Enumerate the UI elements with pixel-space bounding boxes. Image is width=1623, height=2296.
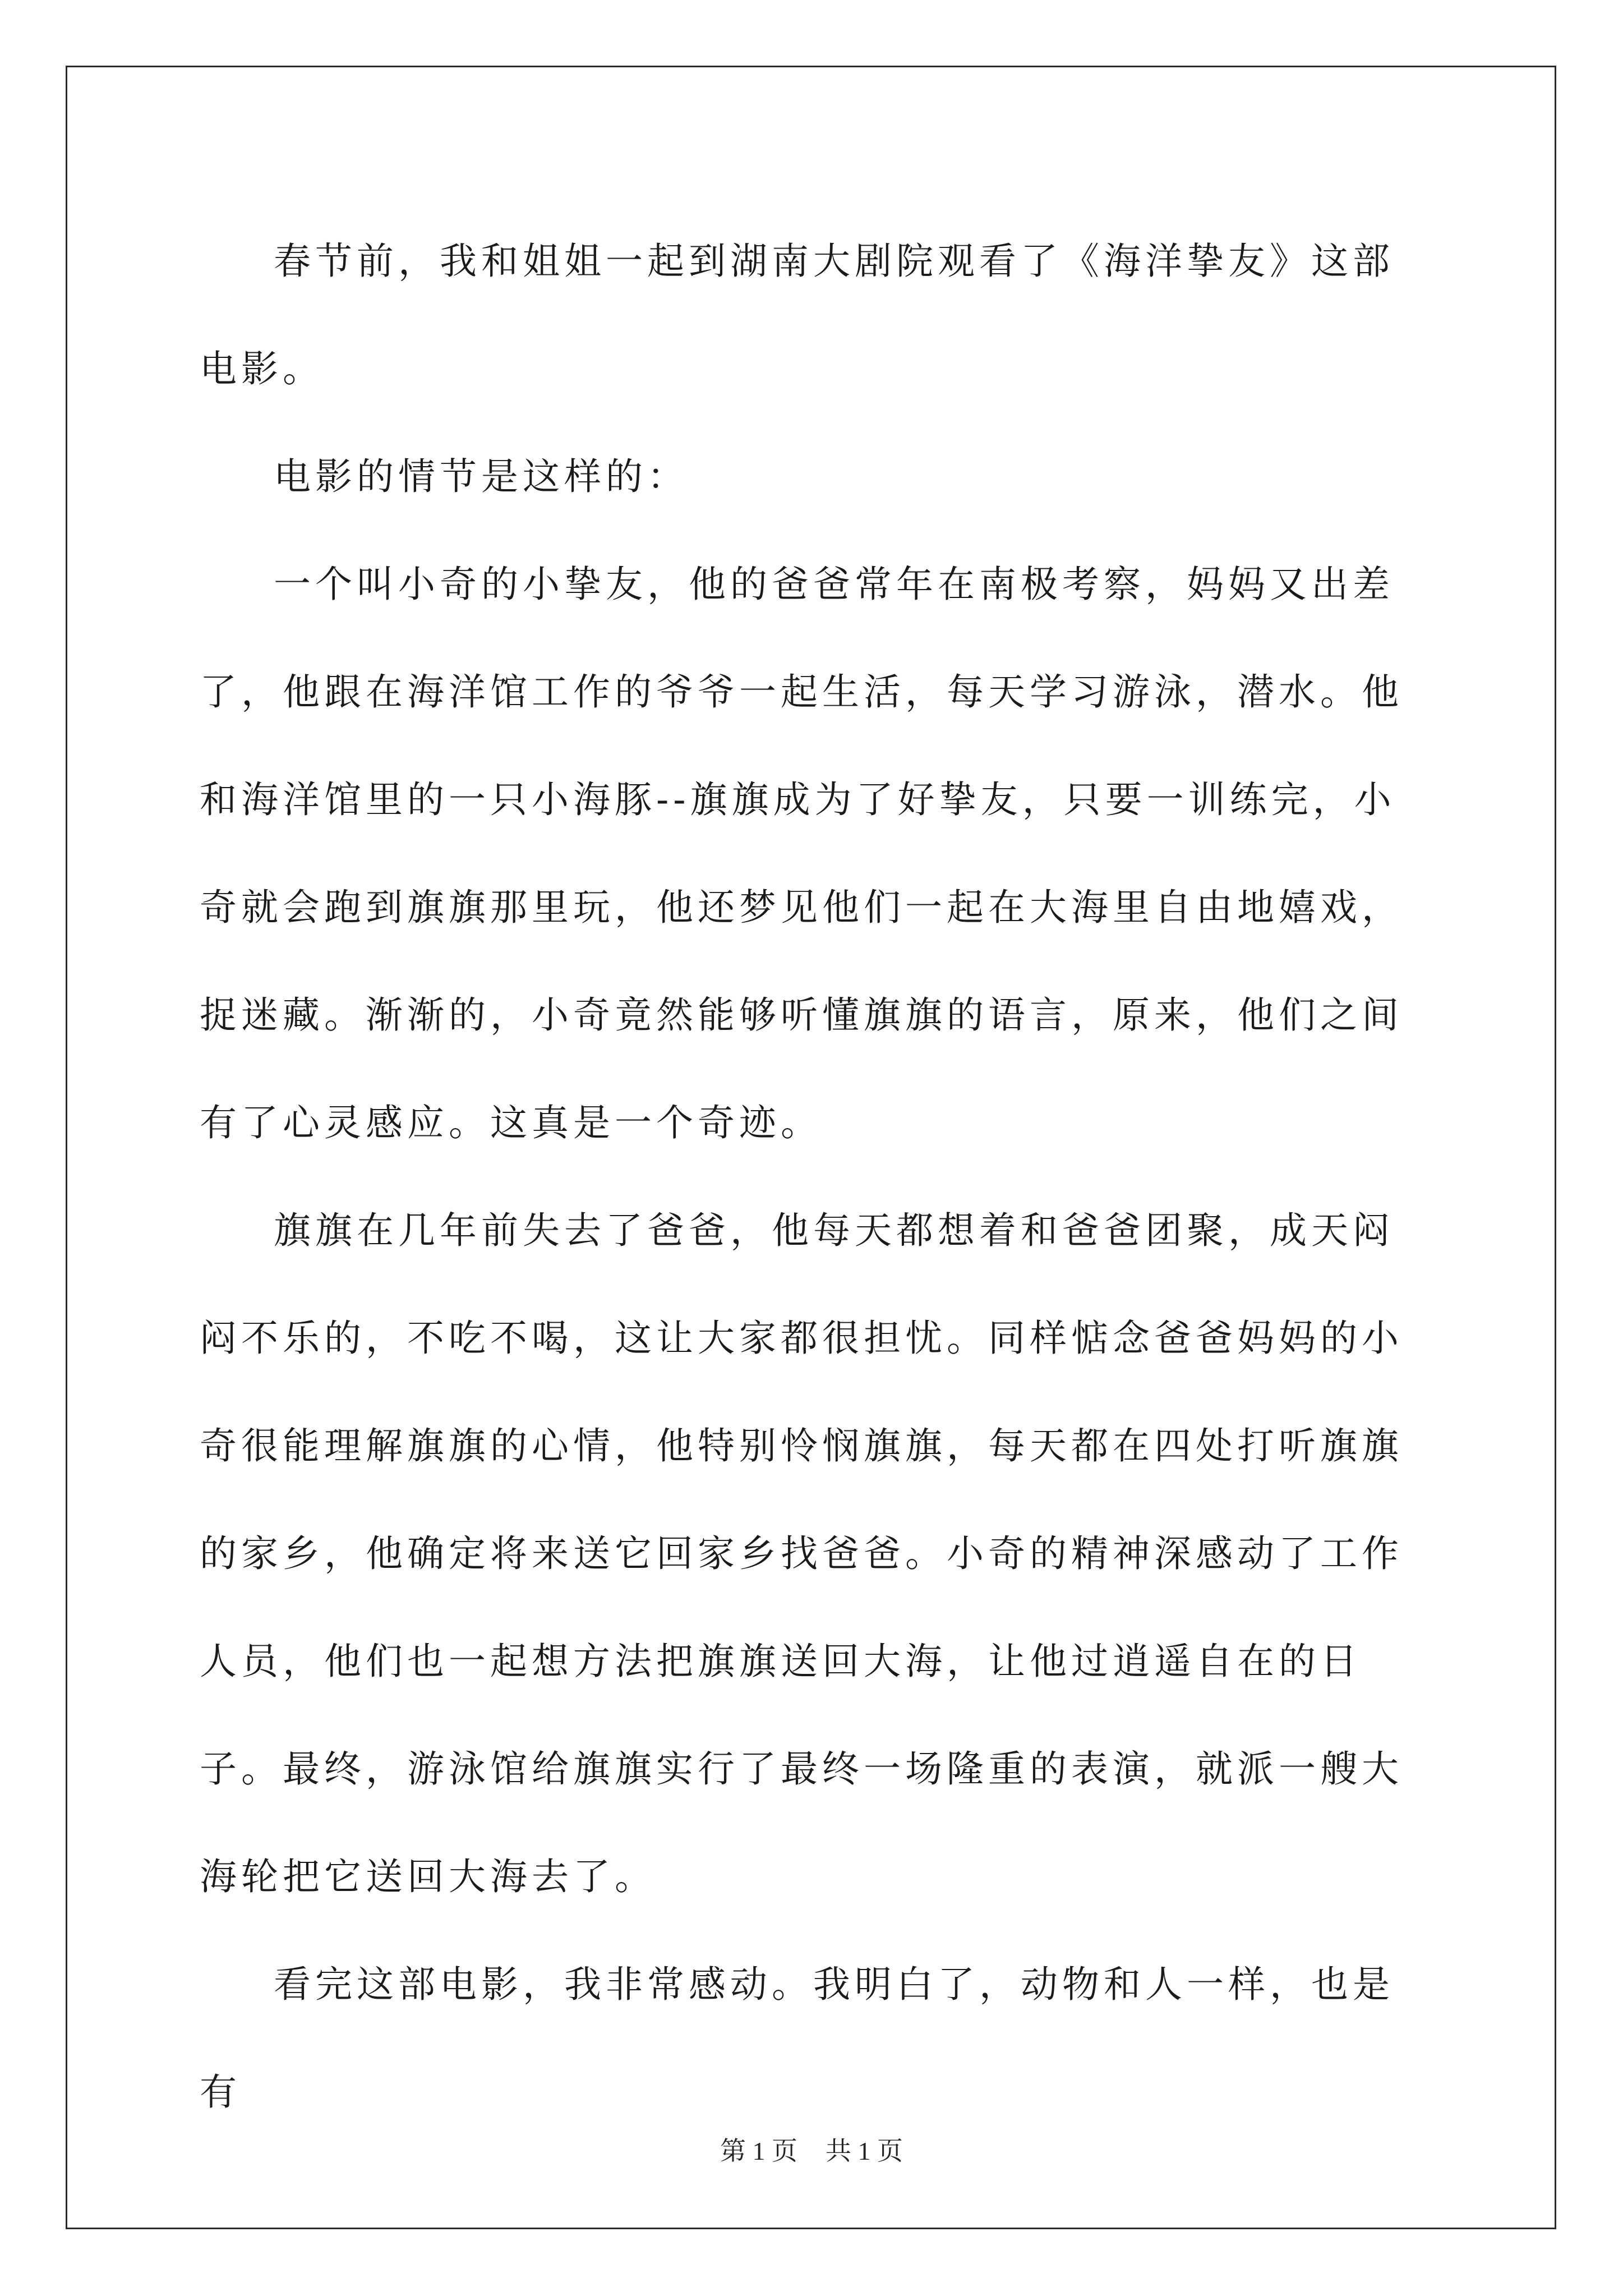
paragraph: 一个叫小奇的小挚友，他的爸爸常年在南极考察，妈妈又出差了，他跟在海洋馆工作的爷爷一起生活，每天学习游泳，潜水。他和海洋馆里的一只小海豚--旗旗成为了好挚友，只要一训练完，小奇就会跑到旗旗那里玩，他还梦见他们一起在大海里自由地嬉戏，捉迷藏。渐渐的，小奇竟然能够听懂旗旗的语言，原来，他们之间有了心灵感应。这真是一个奇迹。 bbox=[200, 563, 1403, 1144]
paragraph: 看完这部电影，我非常感动。我明白了，动物和人一样，也是有 bbox=[200, 1963, 1394, 2114]
page-footer bbox=[0, 2131, 1623, 2168]
paragraph: 电影的情节是这样的： bbox=[274, 455, 689, 498]
page-total: 共 1 页 bbox=[826, 2137, 903, 2165]
document-body bbox=[200, 208, 1433, 2146]
page-number: 第 1 页 bbox=[720, 2137, 797, 2165]
paragraph: 春节前，我和姐姐一起到湖南大剧院观看了《海洋挚友》这部电影。 bbox=[200, 240, 1394, 390]
paragraph: 旗旗在几年前失去了爸爸，他每天都想着和爸爸团聚，成天闷闷不乐的，不吃不喝，这让大家都很担忧。同样惦念爸爸妈妈的小奇很能理解旗旗的心情，他特别怜悯旗旗，每天都在四处打听旗旗的家乡，他确定将来送它回家乡找爸爸。小奇的精神深感动了工作人员，他们也一起想方法把旗旗送回大海，让他过逍遥自在的日子。最终，游泳馆给旗旗实行了最终一场隆重的表演，就派一艘大海轮把它送回大海去了。 bbox=[200, 1209, 1403, 1898]
